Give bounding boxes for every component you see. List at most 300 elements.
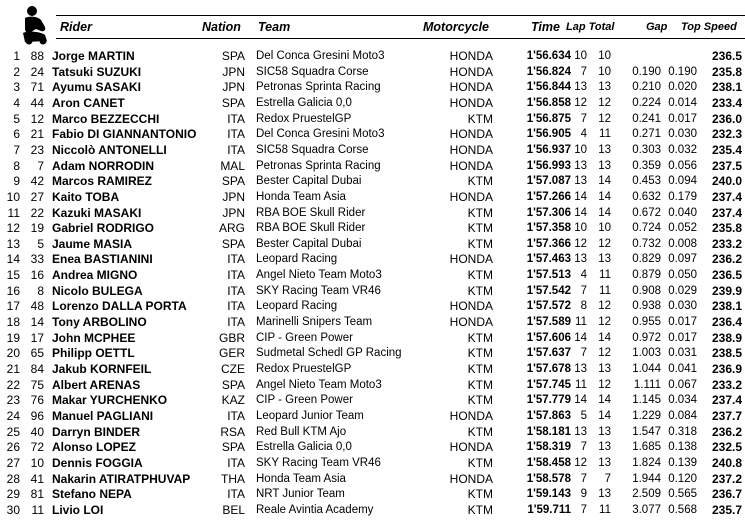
best-time: 1'58.319	[526, 441, 571, 454]
position: 6	[13, 127, 20, 142]
rider-number: 10	[30, 455, 44, 470]
nation-code: ITA	[227, 315, 245, 330]
best-time: 1'56.844	[526, 81, 571, 94]
nation-code: SPA	[221, 440, 245, 455]
nation-code: SPA	[221, 236, 245, 251]
nation-code: RSA	[220, 424, 245, 439]
best-time: 1'57.358	[526, 222, 571, 235]
best-lap: 12	[574, 456, 587, 469]
gap-previous: 0.179	[668, 190, 697, 203]
total-laps: 13	[598, 363, 611, 375]
position: 1	[13, 49, 20, 63]
best-time: 1'57.779	[526, 394, 571, 407]
team-name: Honda Team Asia	[256, 472, 346, 485]
top-speed: 236.4	[711, 315, 742, 330]
total-laps: 12	[598, 300, 611, 313]
top-speed: 233.4	[711, 95, 742, 110]
motorcycle: KTM	[467, 455, 493, 470]
table-row	[0, 143, 745, 159]
best-time: 1'57.463	[526, 253, 571, 266]
table-row	[0, 472, 745, 488]
best-time: 1'57.589	[526, 316, 571, 329]
top-speed: 235.8	[711, 64, 742, 79]
nation-code: ITA	[227, 283, 245, 298]
motorcycle: KTM	[467, 393, 493, 408]
top-speed: 237.4	[711, 393, 742, 408]
rider-name: Kazuki MASAKI	[52, 205, 142, 220]
best-lap: 14	[574, 190, 587, 203]
rider-name: Aron CANET	[52, 95, 125, 110]
header-nation: Nation	[202, 20, 241, 34]
table-row	[0, 174, 745, 190]
total-laps: 12	[598, 316, 611, 329]
rider-name: Marco BEZZECCHI	[52, 111, 160, 126]
total-laps: 13	[598, 143, 611, 156]
total-laps: 10	[598, 222, 611, 235]
total-laps: 13	[598, 81, 611, 94]
table-row	[0, 425, 745, 441]
gap-first: 1.229	[632, 409, 661, 422]
best-lap: 13	[574, 363, 587, 375]
team-name: NRT Junior Team	[256, 488, 345, 501]
rider-name: Nicolo BULEGA	[52, 283, 143, 298]
top-speed: 236.2	[711, 424, 742, 439]
gap-first: 0.271	[632, 128, 661, 141]
best-lap: 14	[574, 206, 587, 219]
best-time: 1'58.578	[526, 472, 571, 485]
rider-name: Makar YURCHENKO	[52, 393, 168, 408]
rider-name: Livio LOI	[52, 502, 104, 517]
top-speed: 233.2	[711, 377, 742, 392]
header-lap-total: Lap Total	[566, 21, 615, 33]
rider-number: 88	[30, 49, 44, 63]
rider-name: Tony ARBOLINO	[52, 315, 147, 330]
nation-code: JPN	[222, 80, 245, 95]
total-laps: 13	[598, 456, 611, 469]
best-lap: 13	[574, 81, 587, 94]
team-name: SIC58 Squadra Corse	[256, 143, 369, 156]
rider-number: 65	[30, 346, 44, 361]
nation-code: ITA	[227, 455, 245, 470]
rider-name: Tatsuki SUZUKI	[52, 64, 142, 79]
team-name: Sudmetal Schedl GP Racing	[256, 347, 402, 360]
table-row	[0, 284, 745, 300]
gap-first: 1.685	[632, 441, 661, 454]
motorcycle: KTM	[467, 502, 493, 517]
position: 30	[6, 502, 20, 517]
best-lap: 7	[580, 65, 587, 78]
table-row	[0, 237, 745, 253]
rider-name: Andrea MIGNO	[52, 268, 138, 283]
best-lap: 7	[580, 472, 587, 485]
header-top-rule	[56, 15, 745, 16]
gap-first: 0.955	[632, 316, 661, 329]
team-name: Del Conca Gresini Moto3	[256, 128, 385, 141]
team-name: Leopard Junior Team	[256, 409, 364, 422]
team-name: Marinelli Snipers Team	[256, 316, 373, 329]
position: 29	[6, 487, 20, 502]
top-speed: 240.8	[711, 455, 742, 470]
rider-number: 33	[30, 252, 44, 267]
rider-name: Kaito TOBA	[52, 189, 120, 204]
table-row	[0, 299, 745, 315]
gap-first: 0.724	[632, 222, 661, 235]
team-name: Honda Team Asia	[256, 190, 346, 203]
position: 15	[6, 268, 20, 283]
header-motorcycle: Motorcycle	[423, 20, 489, 34]
table-row	[0, 315, 745, 331]
rider-number: 22	[30, 205, 44, 220]
motorcycle: KTM	[467, 236, 493, 251]
nation-code: SPA	[221, 377, 245, 392]
rider-name: Fabio DI GIANNANTONIO	[52, 127, 197, 142]
top-speed: 232.3	[711, 127, 742, 142]
table-row	[0, 80, 745, 96]
motorcycle: KTM	[467, 487, 493, 502]
rider-number: 84	[30, 362, 44, 376]
table-row	[0, 487, 745, 503]
table-row	[0, 503, 745, 519]
team-name: Bester Capital Dubai	[256, 175, 362, 188]
table-row	[0, 393, 745, 409]
total-laps: 10	[598, 50, 611, 62]
rider-number: 5	[37, 236, 44, 251]
rider-number: 71	[30, 80, 44, 95]
nation-code: CZE	[221, 362, 245, 376]
motorcycle: HONDA	[449, 127, 493, 142]
top-speed: 237.5	[711, 158, 742, 173]
nation-code: SPA	[221, 95, 245, 110]
best-lap: 13	[574, 159, 587, 172]
gap-previous: 0.034	[668, 394, 697, 407]
team-name: Petronas Sprinta Racing	[256, 81, 381, 94]
best-time: 1'57.637	[526, 347, 571, 360]
top-speed: 233.2	[711, 236, 742, 251]
top-speed: 240.0	[711, 174, 742, 189]
top-speed: 237.2	[711, 471, 742, 486]
top-speed: 236.5	[711, 49, 742, 63]
team-name: Red Bull KTM Ajo	[256, 425, 347, 438]
motorcycle: HONDA	[449, 440, 493, 455]
table-row	[0, 112, 745, 128]
best-lap: 7	[580, 503, 587, 516]
header-gap: Gap	[646, 21, 668, 33]
best-time: 1'56.875	[526, 112, 571, 125]
rider-number: 44	[30, 95, 44, 110]
total-laps: 11	[599, 269, 611, 282]
rider-number: 76	[30, 393, 44, 408]
best-lap: 10	[574, 222, 587, 235]
table-row	[0, 268, 745, 284]
best-lap: 12	[574, 96, 587, 109]
position: 16	[6, 283, 20, 298]
gap-first: 1.145	[632, 394, 661, 407]
gap-first: 0.972	[632, 331, 661, 344]
total-laps: 13	[598, 441, 611, 454]
gap-first: 0.732	[632, 237, 661, 250]
motorcycle: HONDA	[449, 408, 493, 423]
gap-previous: 0.084	[668, 409, 697, 422]
gap-first: 1.824	[632, 456, 661, 469]
top-speed: 236.9	[711, 362, 742, 376]
total-laps: 13	[598, 253, 611, 266]
motorcycle: KTM	[467, 330, 493, 345]
best-lap: 13	[574, 175, 587, 188]
rider-number: 42	[30, 174, 44, 189]
rider-number: 16	[30, 268, 44, 283]
motorcycle: HONDA	[449, 315, 493, 330]
best-time: 1'58.181	[526, 425, 571, 438]
best-time: 1'56.937	[526, 143, 571, 156]
motorcycle: HONDA	[449, 471, 493, 486]
best-time: 1'56.905	[526, 128, 571, 141]
position: 18	[6, 315, 20, 330]
team-name: Estrella Galicia 0,0	[256, 96, 352, 109]
gap-previous: 0.020	[668, 81, 697, 94]
gap-first: 0.908	[632, 284, 661, 297]
team-name: Leopard Racing	[256, 253, 338, 266]
rider-name: Philipp OETTL	[52, 346, 135, 361]
rider-number: 72	[30, 440, 44, 455]
total-laps: 14	[598, 394, 611, 407]
gap-previous: 0.067	[668, 378, 697, 391]
team-name: CIP - Green Power	[256, 331, 353, 344]
top-speed: 236.7	[711, 487, 742, 502]
table-row	[0, 456, 745, 472]
gap-previous: 0.120	[668, 472, 697, 485]
motorcycle: KTM	[467, 377, 493, 392]
motorcycle: HONDA	[449, 142, 493, 157]
gap-previous: 0.032	[668, 143, 697, 156]
gap-previous: 0.017	[668, 331, 697, 344]
gap-first: 0.879	[632, 269, 661, 282]
table-row	[0, 190, 745, 206]
gap-previous: 0.030	[668, 128, 697, 141]
best-lap: 12	[574, 237, 587, 250]
table-row	[0, 362, 745, 378]
motorcycle: HONDA	[449, 299, 493, 314]
rider-number: 41	[30, 471, 44, 486]
total-laps: 12	[598, 347, 611, 360]
nation-code: THA	[221, 471, 245, 486]
top-speed: 238.9	[711, 330, 742, 345]
table-row	[0, 159, 745, 175]
table-row	[0, 440, 745, 456]
rider-name: Manuel PAGLIANI	[52, 408, 154, 423]
nation-code: JPN	[222, 205, 245, 220]
best-lap: 5	[580, 409, 587, 422]
motorcycle: HONDA	[449, 64, 493, 79]
rider-number: 14	[30, 315, 44, 330]
position: 25	[6, 424, 20, 439]
gap-previous: 0.029	[668, 284, 697, 297]
team-name: SKY Racing Team VR46	[256, 456, 381, 469]
table-row	[0, 252, 745, 268]
total-laps: 14	[598, 175, 611, 188]
gap-previous: 0.008	[668, 237, 697, 250]
best-lap: 7	[580, 112, 587, 125]
nation-code: BEL	[222, 502, 245, 517]
nation-code: SPA	[221, 174, 245, 189]
best-time: 1'59.711	[527, 503, 571, 516]
top-speed: 235.7	[711, 502, 742, 517]
nation-code: ITA	[227, 127, 245, 142]
best-time: 1'57.745	[526, 378, 571, 391]
position: 14	[6, 252, 20, 267]
total-laps: 12	[598, 96, 611, 109]
gap-first: 0.303	[632, 143, 661, 156]
gap-previous: 0.041	[668, 363, 697, 375]
total-laps: 12	[598, 237, 611, 250]
motorcycle: KTM	[467, 268, 493, 283]
rider-name: Dennis FOGGIA	[52, 455, 143, 470]
rider-number: 12	[30, 111, 44, 126]
best-time: 1'56.858	[526, 96, 571, 109]
rider-name: Niccolò ANTONELLI	[52, 142, 167, 157]
position: 26	[6, 440, 20, 455]
gap-first: 2.509	[632, 488, 661, 501]
header-top-speed: Top Speed	[681, 21, 737, 33]
nation-code: SPA	[221, 49, 245, 63]
motorcycle: HONDA	[449, 80, 493, 95]
rider-name: Jakub KORNFEIL	[52, 362, 152, 376]
position: 12	[6, 221, 20, 236]
rider-name: Darryn BINDER	[52, 424, 141, 439]
position: 23	[6, 393, 20, 408]
gap-previous: 0.017	[668, 112, 697, 125]
motorcycle: KTM	[467, 221, 493, 236]
gap-previous: 0.568	[668, 503, 697, 516]
team-name: Redox PruestelGP	[256, 363, 352, 375]
gap-previous: 0.097	[668, 253, 697, 266]
nation-code: ITA	[227, 111, 245, 126]
position: 3	[13, 80, 20, 95]
rider-name: Ayumu SASAKI	[52, 80, 141, 95]
team-name: SIC58 Squadra Corse	[256, 65, 369, 78]
nation-code: KAZ	[221, 393, 245, 408]
gap-previous: 0.139	[668, 456, 697, 469]
gap-first: 1.547	[632, 425, 661, 438]
best-lap: 11	[575, 378, 587, 391]
best-time: 1'57.863	[526, 409, 571, 422]
nation-code: GER	[218, 346, 245, 361]
best-lap: 11	[575, 316, 587, 329]
top-speed: 232.5	[711, 440, 742, 455]
total-laps: 14	[598, 331, 611, 344]
gap-first: 0.829	[632, 253, 661, 266]
header-bottom-rule	[56, 38, 745, 39]
rider-name: Lorenzo DALLA PORTA	[52, 299, 187, 314]
best-lap: 7	[580, 347, 587, 360]
rider-number: 75	[30, 377, 44, 392]
top-speed: 237.4	[711, 189, 742, 204]
best-lap: 14	[574, 394, 587, 407]
gap-first: 1.044	[632, 363, 661, 375]
motorcycle: KTM	[467, 174, 493, 189]
best-time: 1'57.678	[526, 363, 571, 375]
header-team: Team	[258, 20, 291, 34]
top-speed: 238.1	[711, 299, 742, 314]
total-laps: 13	[598, 425, 611, 438]
best-time: 1'57.087	[526, 175, 571, 188]
position: 7	[13, 142, 20, 157]
motorcycle-rider-icon	[19, 5, 51, 45]
top-speed: 238.5	[711, 346, 742, 361]
nation-code: ARG	[218, 221, 245, 236]
team-name: Angel Nieto Team Moto3	[256, 269, 382, 282]
total-laps: 12	[598, 378, 611, 391]
total-laps: 14	[598, 409, 611, 422]
best-lap: 9	[580, 488, 587, 501]
rider-name: Gabriel RODRIGO	[52, 221, 155, 236]
team-name: Petronas Sprinta Racing	[256, 159, 381, 172]
best-lap: 10	[574, 143, 587, 156]
best-lap: 7	[580, 284, 587, 297]
gap-previous: 0.040	[668, 206, 697, 219]
nation-code: JPN	[222, 189, 245, 204]
table-row	[0, 49, 745, 65]
total-laps: 14	[598, 206, 611, 219]
position: 9	[13, 174, 20, 189]
motorcycle: KTM	[467, 346, 493, 361]
gap-previous: 0.318	[668, 425, 697, 438]
top-speed: 236.0	[711, 111, 742, 126]
best-time: 1'57.572	[526, 300, 571, 313]
gap-first: 0.224	[632, 96, 661, 109]
header-rider: Rider	[60, 20, 92, 34]
nation-code: ITA	[227, 142, 245, 157]
top-speed: 235.4	[711, 142, 742, 157]
rider-name: Nakarin ATIRATPHUVAP	[52, 471, 191, 486]
top-speed: 235.8	[711, 221, 742, 236]
rider-number: 17	[30, 330, 44, 345]
rider-number: 21	[30, 127, 44, 142]
position: 2	[13, 64, 20, 79]
gap-first: 1.111	[633, 378, 661, 391]
gap-first: 0.632	[632, 190, 661, 203]
table-row	[0, 206, 745, 222]
team-name: RBA BOE Skull Rider	[256, 222, 366, 235]
team-name: SKY Racing Team VR46	[256, 284, 381, 297]
best-lap: 10	[574, 50, 587, 62]
best-lap: 8	[580, 300, 587, 313]
gap-previous: 0.094	[668, 175, 697, 188]
rider-number: 7	[37, 158, 44, 173]
total-laps: 7	[604, 472, 611, 485]
rider-number: 8	[37, 283, 44, 298]
position: 13	[6, 236, 20, 251]
top-speed: 236.5	[711, 268, 742, 283]
rider-name: Adam NORRODIN	[52, 158, 155, 173]
table-row	[0, 346, 745, 362]
position: 8	[13, 158, 20, 173]
gap-first: 0.190	[632, 65, 661, 78]
position: 17	[6, 299, 20, 314]
best-time: 1'56.993	[526, 159, 571, 172]
best-lap: 13	[574, 253, 587, 266]
total-laps: 12	[598, 112, 611, 125]
table-row	[0, 127, 745, 143]
rider-name: Marcos RAMIREZ	[52, 174, 153, 189]
best-lap: 13	[574, 425, 587, 438]
motorcycle: HONDA	[449, 95, 493, 110]
rider-name: John MCPHEE	[52, 330, 136, 345]
team-name: CIP - Green Power	[256, 394, 353, 407]
gap-previous: 0.565	[668, 488, 697, 501]
motorcycle: HONDA	[449, 252, 493, 267]
motorcycle: KTM	[467, 283, 493, 298]
rider-number: 48	[30, 299, 44, 314]
